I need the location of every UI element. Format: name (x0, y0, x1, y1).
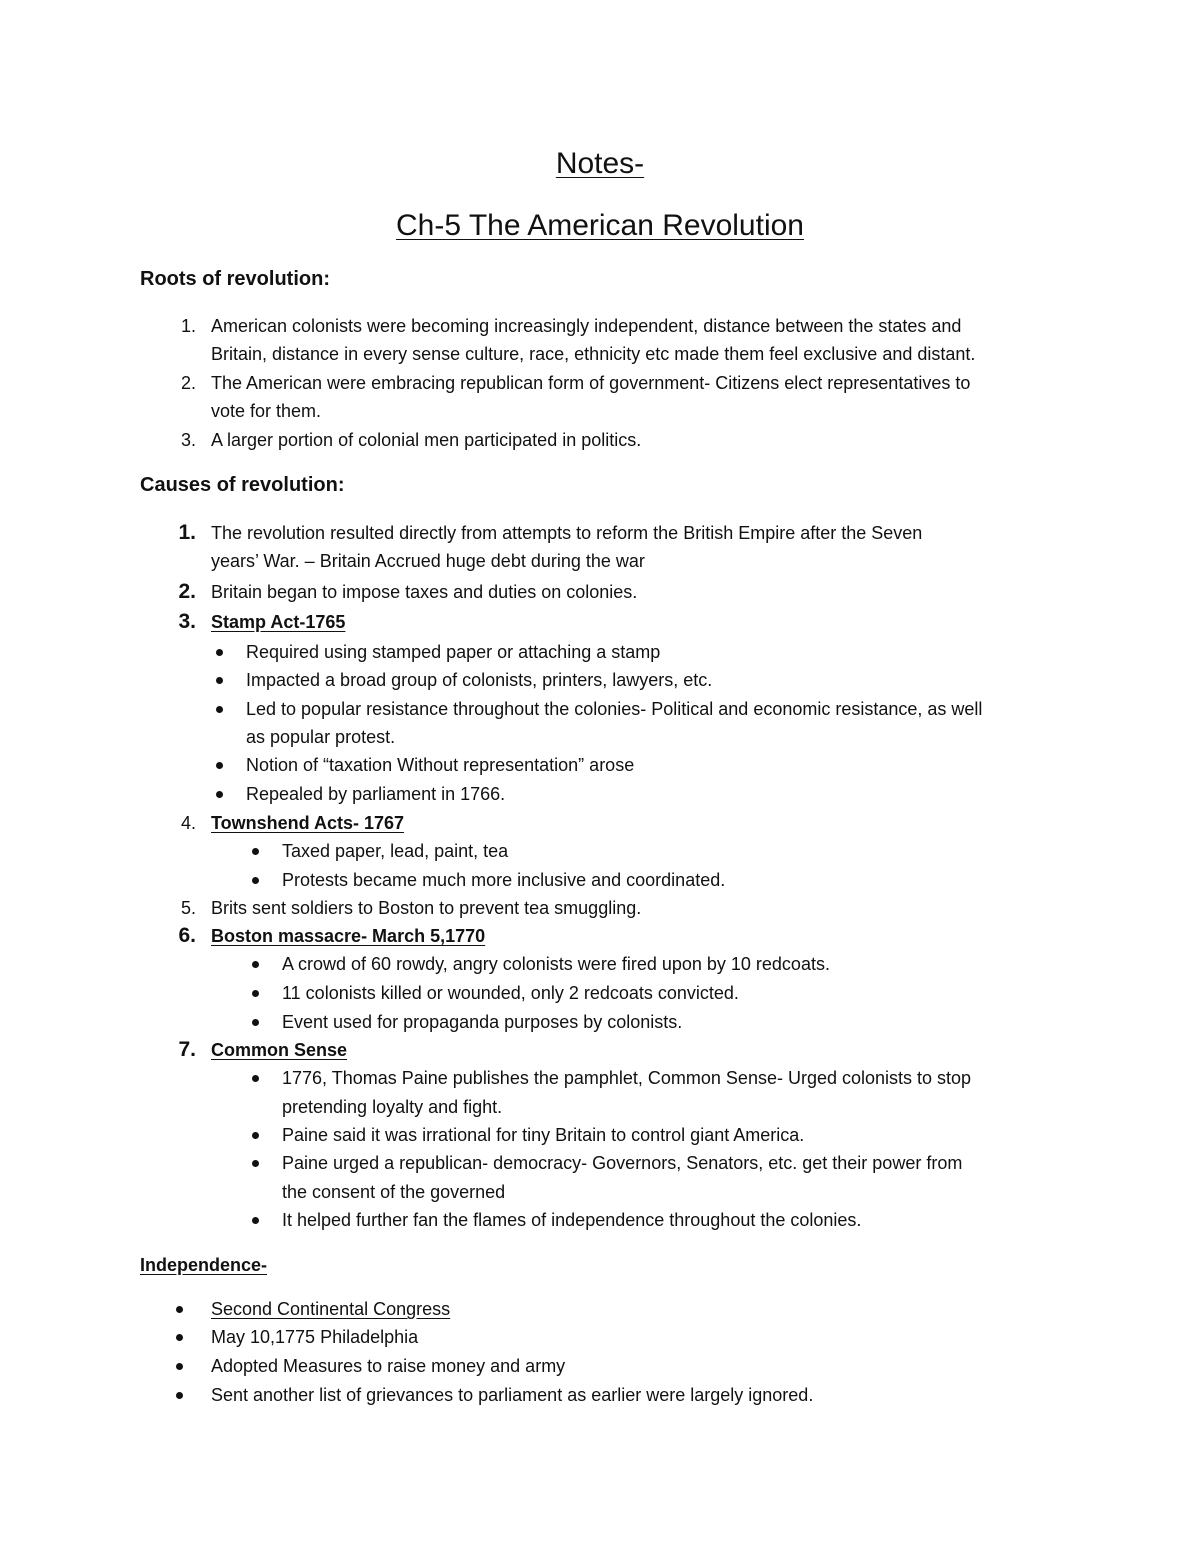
bullet-icon (252, 1075, 259, 1082)
bullet-icon (216, 791, 223, 798)
common-sense-bullet-1: 1776, Thomas Paine publishes the pamphlet, Common Sense- Urged colonists to stop (282, 1068, 972, 1088)
causes-item-1-line-2: years’ War. – Britain Accrued huge debt during the war (211, 551, 645, 571)
bullet-icon (216, 706, 223, 713)
bullet-icon (176, 1306, 183, 1313)
roots-item-3-number: 3. (180, 430, 196, 450)
roots-item-2-number: 2. (180, 373, 196, 393)
independence-bullet-1: Second Continental Congress (211, 1299, 451, 1319)
bullet-icon (252, 961, 259, 968)
bullet-icon (252, 1132, 259, 1139)
common-sense-bullet-4: It helped further fan the flames of independence throughout the colonies. (282, 1210, 862, 1230)
bullet-icon (252, 1160, 259, 1167)
stamp-act-bullet-2: Impacted a broad group of colonists, printers, lawyers, etc. (246, 670, 713, 690)
stamp-act-bullet-3: Led to popular resistance throughout the colonies- Political and economic resistance, as well (246, 699, 983, 719)
causes-item-7-number: 7. (178, 1038, 196, 1061)
roots-item-1-line-2: Britain, distance in every sense culture, race, ethnicity etc made them feel exclusive and distant. (211, 344, 976, 364)
common-sense-bullet-3: Paine urged a republican- democracy- Governors, Senators, etc. get their power from (282, 1153, 963, 1173)
massacre-bullet-2: 11 colonists killed or wounded, only 2 redcoats convicted. (282, 983, 739, 1003)
roots-item-1-number: 1. (180, 316, 196, 336)
bullet-icon (176, 1334, 183, 1341)
roots-heading: Roots of revolution: (140, 268, 330, 290)
bullet-icon (252, 848, 259, 855)
stamp-act-bullet-3-cont: as popular protest. (246, 727, 396, 747)
independence-bullet-3: Adopted Measures to raise money and army (211, 1356, 566, 1376)
bullet-icon (252, 1217, 259, 1224)
independence-bullet-2: May 10,1775 Philadelphia (211, 1327, 419, 1347)
causes-item-1-number: 1. (178, 521, 196, 544)
bullet-icon (216, 762, 223, 769)
bullet-icon (176, 1363, 183, 1370)
townshend-bullet-2: Protests became much more inclusive and coordinated. (282, 870, 726, 890)
bullet-icon (252, 1019, 259, 1026)
common-sense-bullet-2: Paine said it was irrational for tiny Britain to control giant America. (282, 1125, 805, 1145)
townshend-acts-title: Townshend Acts- 1767 (211, 813, 405, 833)
common-sense-bullet-1-cont: pretending loyalty and fight. (282, 1097, 503, 1117)
causes-item-1-line-1: The revolution resulted directly from attempts to reform the British Empire after the Seven (211, 523, 923, 543)
causes-item-5-text: Brits sent soldiers to Boston to prevent tea smuggling. (211, 898, 642, 918)
bullet-icon (216, 677, 223, 684)
massacre-bullet-1: A crowd of 60 rowdy, angry colonists were fired upon by 10 redcoats. (282, 954, 830, 974)
causes-item-5-number: 5. (180, 898, 196, 918)
bullet-icon (176, 1392, 183, 1399)
page-subtitle: Ch-5 The American Revolution (396, 209, 804, 242)
roots-item-2-line-1: The American were embracing republican form of government- Citizens elect representatives to (211, 373, 971, 393)
common-sense-bullet-3-cont: the consent of the governed (282, 1182, 506, 1202)
causes-item-4-number: 4. (180, 813, 196, 833)
roots-item-3-line-1: A larger portion of colonial men participated in politics. (211, 430, 642, 450)
common-sense-title: Common Sense (211, 1040, 348, 1060)
boston-massacre-title: Boston massacre- March 5,1770 (211, 926, 486, 946)
roots-item-1-line-1: American colonists were becoming increasingly independent, distance between the states and (211, 316, 962, 336)
bullet-icon (216, 649, 223, 656)
independence-heading: Independence- (140, 1255, 268, 1275)
townshend-bullet-1: Taxed paper, lead, paint, tea (282, 841, 509, 861)
causes-item-2-number: 2. (178, 580, 196, 603)
bullet-icon (252, 877, 259, 884)
causes-item-6-number: 6. (178, 924, 196, 947)
causes-item-2-text: Britain began to impose taxes and duties on colonies. (211, 582, 638, 602)
stamp-act-title: Stamp Act-1765 (211, 612, 346, 632)
stamp-act-bullet-1: Required using stamped paper or attaching a stamp (246, 642, 661, 662)
causes-item-3-number: 3. (178, 610, 196, 633)
independence-bullet-4: Sent another list of grievances to parliament as earlier were largely ignored. (211, 1385, 814, 1405)
page-title: Notes- (555, 147, 645, 180)
bullet-icon (252, 990, 259, 997)
causes-heading: Causes of revolution: (140, 474, 345, 496)
roots-item-2-line-2: vote for them. (211, 401, 322, 421)
stamp-act-bullet-5: Repealed by parliament in 1766. (246, 784, 506, 804)
stamp-act-bullet-4: Notion of “taxation Without representation” arose (246, 755, 635, 775)
massacre-bullet-3: Event used for propaganda purposes by colonists. (282, 1012, 683, 1032)
